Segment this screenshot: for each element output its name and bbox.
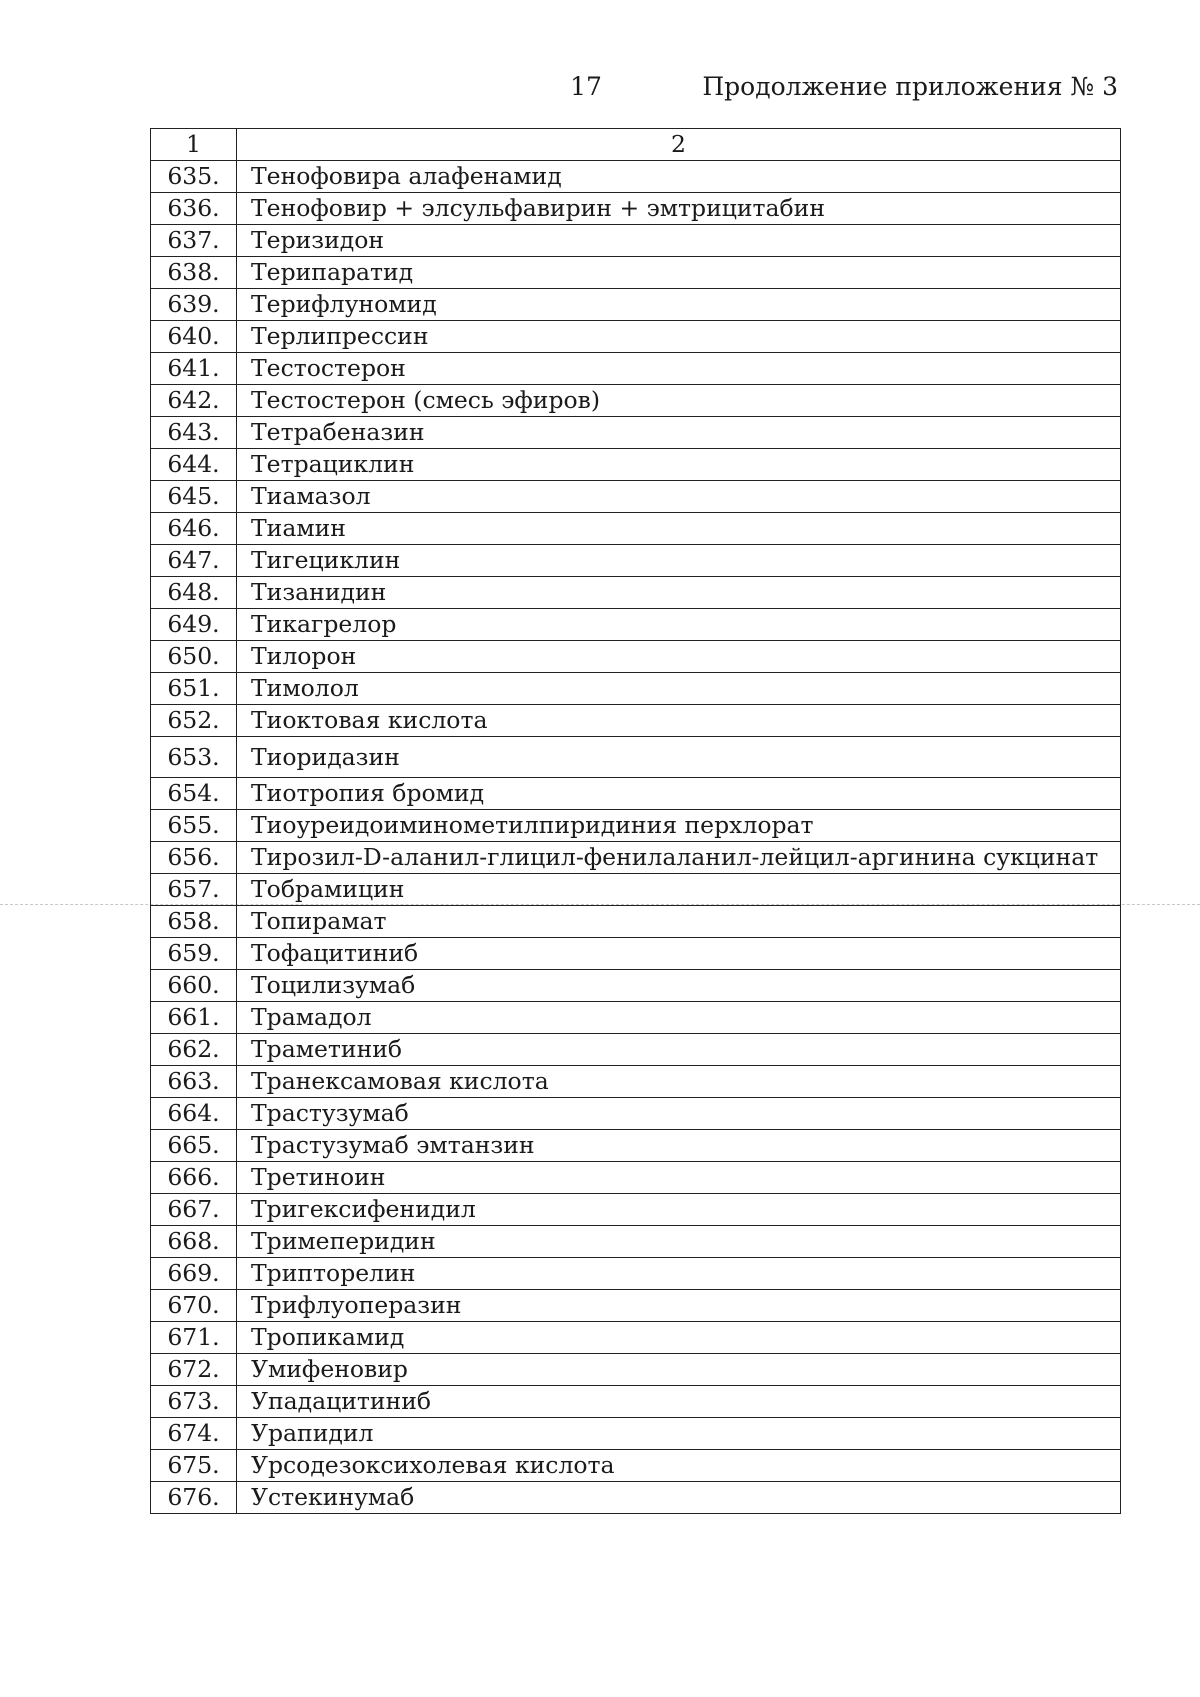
table-row xyxy=(151,577,1121,609)
medicine-name: Тиамазол xyxy=(237,481,1121,513)
column-header-number: 1 xyxy=(151,129,237,161)
table-row xyxy=(151,1066,1121,1098)
table-row xyxy=(151,289,1121,321)
medicine-name: Трипторелин xyxy=(237,1258,1121,1290)
table-row xyxy=(151,321,1121,353)
table-row xyxy=(151,842,1121,874)
medicine-name: Тригексифенидил xyxy=(237,1194,1121,1226)
medicine-name: Тимолол xyxy=(237,673,1121,705)
medicine-name: Урсодезоксихолевая кислота xyxy=(237,1450,1121,1482)
medicine-name: Трастузумаб xyxy=(237,1098,1121,1130)
medicine-name: Тестостерон (смесь эфиров) xyxy=(237,385,1121,417)
row-number: 673. xyxy=(151,1386,237,1418)
table-row xyxy=(151,906,1121,938)
table-row xyxy=(151,1034,1121,1066)
table-row xyxy=(151,257,1121,289)
medicine-name: Тропикамид xyxy=(237,1322,1121,1354)
table-row xyxy=(151,874,1121,906)
table-row xyxy=(151,1482,1121,1514)
row-number: 669. xyxy=(151,1258,237,1290)
row-number: 675. xyxy=(151,1450,237,1482)
table-row xyxy=(151,449,1121,481)
table-row xyxy=(151,673,1121,705)
table-row xyxy=(151,225,1121,257)
table-row xyxy=(151,353,1121,385)
row-number: 670. xyxy=(151,1290,237,1322)
table-row xyxy=(151,1098,1121,1130)
row-number: 667. xyxy=(151,1194,237,1226)
medicine-name: Тиоридазин xyxy=(237,737,1121,778)
medicine-name: Трифлуоперазин xyxy=(237,1290,1121,1322)
medicine-name: Устекинумаб xyxy=(237,1482,1121,1514)
medicine-name: Терифлуномид xyxy=(237,289,1121,321)
medicine-name: Тиотропия бромид xyxy=(237,778,1121,810)
row-number: 655. xyxy=(151,810,237,842)
medicine-name: Умифеновир xyxy=(237,1354,1121,1386)
table-row xyxy=(151,1290,1121,1322)
row-number: 674. xyxy=(151,1418,237,1450)
medicine-name: Тилорон xyxy=(237,641,1121,673)
medicine-name: Тримеперидин xyxy=(237,1226,1121,1258)
table-row xyxy=(151,417,1121,449)
table-row xyxy=(151,385,1121,417)
table-row xyxy=(151,481,1121,513)
table-row xyxy=(151,1002,1121,1034)
table-row xyxy=(151,778,1121,810)
table-row xyxy=(151,970,1121,1002)
row-number: 647. xyxy=(151,545,237,577)
row-number: 637. xyxy=(151,225,237,257)
row-number: 664. xyxy=(151,1098,237,1130)
table-row xyxy=(151,641,1121,673)
medicine-name: Тенофовир + элсульфавирин + эмтрицитабин xyxy=(237,193,1121,225)
medicine-name: Тиоуреидоиминометилпиридиния перхлорат xyxy=(237,810,1121,842)
medicine-list-table xyxy=(150,128,1121,1514)
row-number: 660. xyxy=(151,970,237,1002)
medicine-name: Тенофовира алафенамид xyxy=(237,161,1121,193)
row-number: 654. xyxy=(151,778,237,810)
table-body xyxy=(151,161,1121,1514)
continuation-label: Продолжение приложения № 3 xyxy=(702,72,1118,101)
medicine-name: Тизанидин xyxy=(237,577,1121,609)
row-number: 646. xyxy=(151,513,237,545)
table-row xyxy=(151,193,1121,225)
row-number: 665. xyxy=(151,1130,237,1162)
row-number: 640. xyxy=(151,321,237,353)
medicine-name: Урапидил xyxy=(237,1418,1121,1450)
table-row xyxy=(151,737,1121,778)
column-header-name: 2 xyxy=(237,129,1121,161)
row-number: 662. xyxy=(151,1034,237,1066)
row-number: 671. xyxy=(151,1322,237,1354)
table-row xyxy=(151,1226,1121,1258)
row-number: 638. xyxy=(151,257,237,289)
table-row xyxy=(151,609,1121,641)
table-row xyxy=(151,705,1121,737)
table-row xyxy=(151,1450,1121,1482)
table-row xyxy=(151,161,1121,193)
row-number: 645. xyxy=(151,481,237,513)
row-number: 676. xyxy=(151,1482,237,1514)
table-row xyxy=(151,1194,1121,1226)
medicine-name: Тикагрелор xyxy=(237,609,1121,641)
row-number: 649. xyxy=(151,609,237,641)
row-number: 661. xyxy=(151,1002,237,1034)
row-number: 643. xyxy=(151,417,237,449)
row-number: 658. xyxy=(151,906,237,938)
row-number: 659. xyxy=(151,938,237,970)
medicine-name: Тирозил-D-аланил-глицил-фенилаланил-лейцил-аргинина сукцинат xyxy=(237,842,1121,874)
medicine-name: Тигециклин xyxy=(237,545,1121,577)
row-number: 672. xyxy=(151,1354,237,1386)
table-row xyxy=(151,1386,1121,1418)
table-row xyxy=(151,1130,1121,1162)
table-row xyxy=(151,1418,1121,1450)
table-row xyxy=(151,1258,1121,1290)
medicine-name: Упадацитиниб xyxy=(237,1386,1121,1418)
row-number: 635. xyxy=(151,161,237,193)
row-number: 641. xyxy=(151,353,237,385)
medicine-name: Транексамовая кислота xyxy=(237,1066,1121,1098)
medicine-name: Тетрабеназин xyxy=(237,417,1121,449)
table-row xyxy=(151,513,1121,545)
row-number: 642. xyxy=(151,385,237,417)
row-number: 652. xyxy=(151,705,237,737)
row-number: 650. xyxy=(151,641,237,673)
row-number: 656. xyxy=(151,842,237,874)
row-number: 639. xyxy=(151,289,237,321)
medicine-name: Трамадол xyxy=(237,1002,1121,1034)
medicine-name: Тофацитиниб xyxy=(237,938,1121,970)
medicine-name: Топирамат xyxy=(237,906,1121,938)
table-row xyxy=(151,1354,1121,1386)
table-header-row xyxy=(151,129,1121,161)
table-row xyxy=(151,810,1121,842)
medicine-name: Тоцилизумаб xyxy=(237,970,1121,1002)
row-number: 644. xyxy=(151,449,237,481)
medicine-name: Тиамин xyxy=(237,513,1121,545)
medicine-name: Теризидон xyxy=(237,225,1121,257)
row-number: 663. xyxy=(151,1066,237,1098)
row-number: 666. xyxy=(151,1162,237,1194)
medicine-name: Трастузумаб эмтанзин xyxy=(237,1130,1121,1162)
row-number: 668. xyxy=(151,1226,237,1258)
page-number: 17 xyxy=(570,72,602,101)
table-row xyxy=(151,1322,1121,1354)
medicine-name: Терлипрессин xyxy=(237,321,1121,353)
medicine-name: Тестостерон xyxy=(237,353,1121,385)
table-row xyxy=(151,545,1121,577)
medicine-name: Тиоктовая кислота xyxy=(237,705,1121,737)
row-number: 653. xyxy=(151,737,237,778)
row-number: 636. xyxy=(151,193,237,225)
row-number: 657. xyxy=(151,874,237,906)
table-row xyxy=(151,938,1121,970)
medicine-name: Тетрациклин xyxy=(237,449,1121,481)
medicine-name: Тобрамицин xyxy=(237,874,1121,906)
medicine-name: Траметиниб xyxy=(237,1034,1121,1066)
row-number: 648. xyxy=(151,577,237,609)
medicine-name: Третиноин xyxy=(237,1162,1121,1194)
row-number: 651. xyxy=(151,673,237,705)
medicine-name: Терипаратид xyxy=(237,257,1121,289)
table-row xyxy=(151,1162,1121,1194)
